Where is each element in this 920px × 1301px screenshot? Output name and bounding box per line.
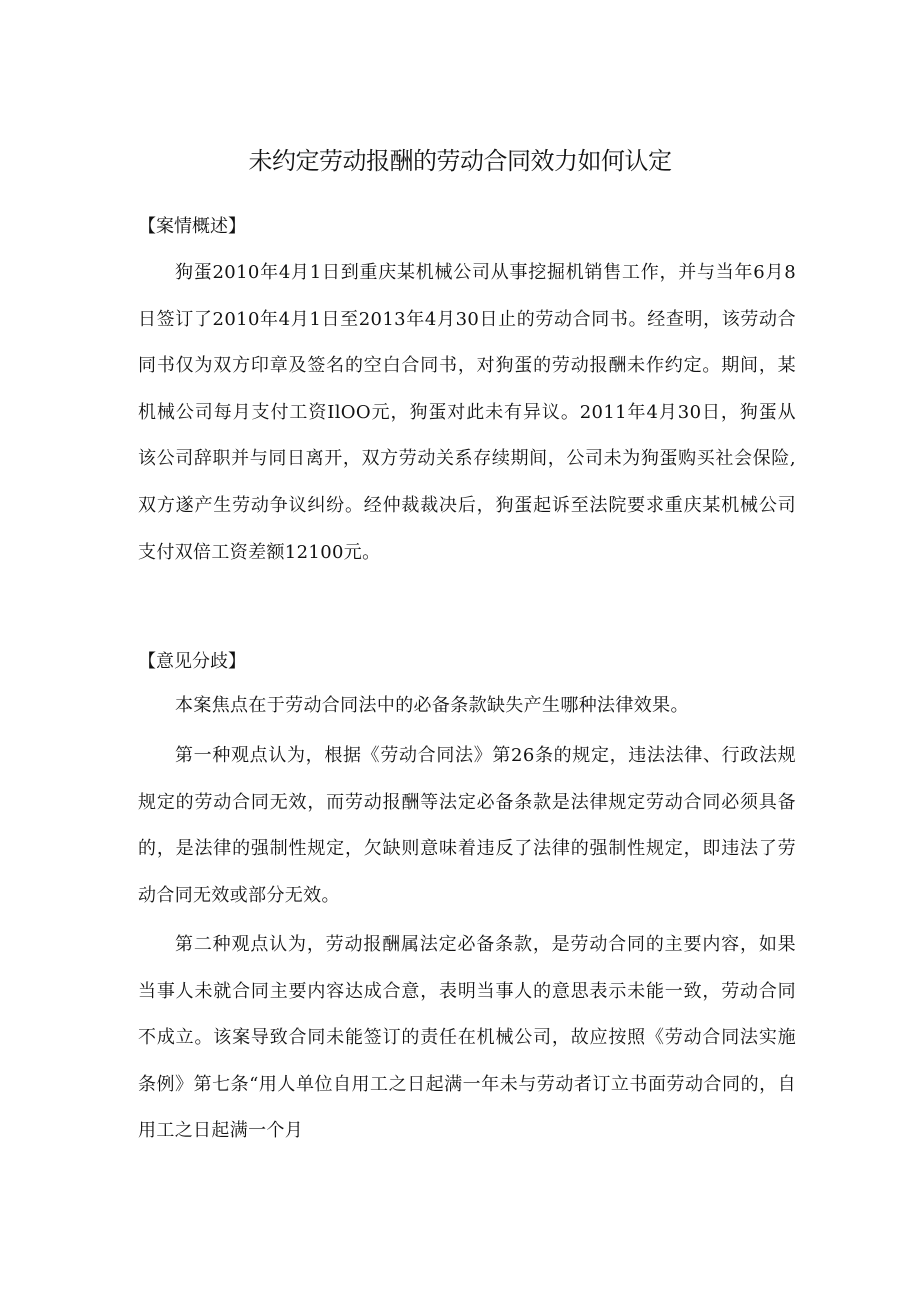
case-summary-paragraph: 狗蛋2010年4月1日到重庆某机械公司从事挖掘机销售工作，并与当年6月8日签订了2010年4月1日至2013年4月30日止的劳动合同书。经查明，该劳动合同书仅为双方印章及签名的空白合同书，对狗蛋的劳动报酬未作约定。期间，某机械公司每月支付工资IlOO元，狗蛋对此未有异议。2011年4月30日，狗蛋从该公司辞职并与同日离开，双方劳动关系存续期间，公司未为狗蛋购买社会保险,双方遂产生劳动争议纠纷。经仲裁裁决后，狗蛋起诉至法院要求重庆某机械公司支付双倍工资差额12100元。 xyxy=(138,262,796,563)
first-opinion-paragraph: 第一种观点认为，根据《劳动合同法》第26条的规定，违法法律、行政法规规定的劳动合同无效，而劳动报酬等法定必备条款是法律规定劳动合同必须具备的，是法律的强制性规定，欠缺则意味着违反了法律的强制性规定，即违法了劳动合同无效或部分无效。 xyxy=(138,745,796,906)
section-heading-case-summary: 【案情概述】 xyxy=(138,216,246,237)
document-title: 未约定劳动报酬的劳动合同效力如何认定 xyxy=(248,147,672,175)
second-opinion-paragraph: 第二种观点认为，劳动报酬属法定必备条款，是劳动合同的主要内容，如果当事人未就合同主要内容达成合意，表明当事人的意思表示未能一致，劳动合同不成立。该案导致合同未能签订的责任在机械公司，故应按照《劳动合同法实施条例》第七条“用人单位自用工之日起满一年未与劳动者订立书面劳动合同的，自用工之日起满一个月 xyxy=(138,934,796,1142)
section-heading-opinions: 【意见分歧】 xyxy=(138,651,246,672)
opinion-focus-paragraph: 本案焦点在于劳动合同法中的必备条款缺失产生哪种法律效果。 xyxy=(175,695,689,716)
